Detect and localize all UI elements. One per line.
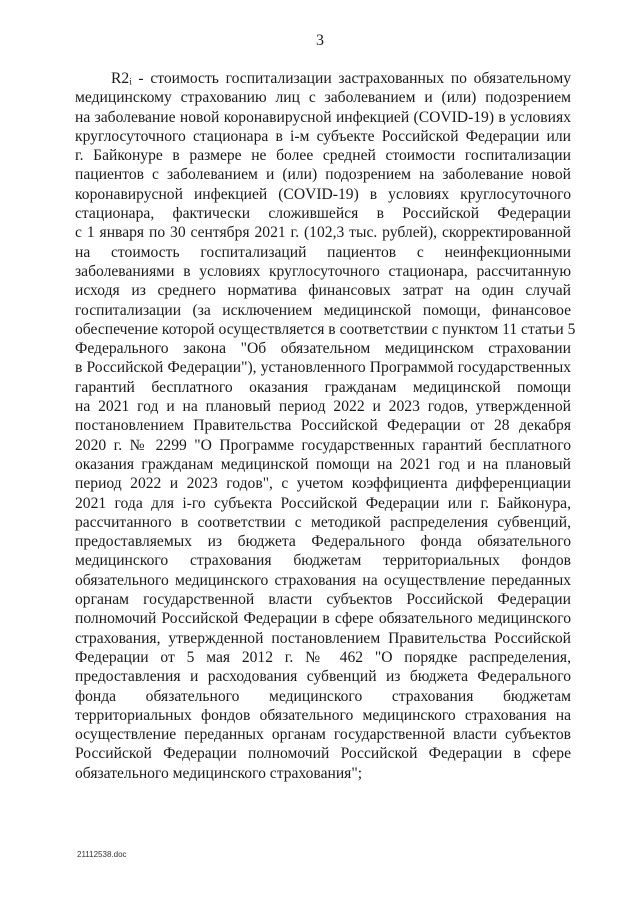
paragraph-line: пациентов с заболеванием и (или) подозрением на заболевание новой (75, 166, 571, 184)
paragraph-line: 2021 года для i-го субъекта Российской Федерации или г. Байконура, (75, 494, 571, 512)
paragraph-line: обеспечение которой осуществляется в соответствии с пунктом 11 статьи 5 (75, 320, 576, 338)
paragraph-line: медицинскому страхованию лиц с заболеванием и (или) подозрением (75, 89, 571, 107)
paragraph-line: R2ᵢ - стоимость госпитализации застрахованных по обязательному (111, 70, 571, 87)
paragraph-line: стационара, фактически сложившейся в Российской Федерации (75, 205, 571, 223)
paragraph-line: Российской Федерации полномочий Российской Федерации в сфере (75, 745, 571, 763)
paragraph-line: коронавирусной инфекцией (COVID-19) в условиях круглосуточного (75, 185, 571, 203)
paragraph-line: предоставления и расходования субвенций из бюджета Федерального (75, 668, 571, 686)
paragraph-line: на стоимость госпитализаций пациентов с неинфекционными (75, 243, 571, 261)
paragraph-line: с 1 января по 30 сентября 2021 г. (102,3 тыс. рублей), скорректированной (75, 224, 571, 242)
paragraph-line: постановлением Правительства Российской Федерации от 28 декабря (75, 417, 571, 435)
paragraph-line: госпитализации (за исключением медицинской помощи, финансовое (75, 301, 571, 319)
paragraph-line: на 2021 год и на плановый период 2022 и 2023 годов, утвержденной (75, 398, 571, 416)
paragraph-line: оказания гражданам медицинской помощи на 2021 год и на плановый (75, 455, 571, 473)
page-number: 3 (316, 32, 324, 49)
paragraph-line: полномочий Российской Федерации в сфере обязательного медицинского (75, 610, 571, 628)
paragraph-line: обязательного медицинского страхования на осуществление переданных (75, 571, 571, 589)
paragraph-line: период 2022 и 2023 годов", с учетом коэффициента дифференциации (75, 475, 571, 493)
paragraph-line: Федерального закона "Об обязательном медицинском страховании (75, 340, 571, 358)
paragraph-line: 2020 г. № 2299 "О Программе государственных гарантий бесплатного (75, 436, 571, 454)
paragraph-line: г. Байконуре в размере не более средней стоимости госпитализации (75, 147, 571, 165)
paragraph-line: страхования, утвержденной постановлением Правительства Российской (75, 629, 571, 647)
paragraph-line: Федерации от 5 мая 2012 г. № 462 "О порядке распределения, (75, 648, 571, 666)
document-filename: 21112538.doc (77, 850, 127, 859)
paragraph-line: рассчитанного в соответствии с методикой распределения субвенций, (75, 513, 571, 531)
paragraph-line: заболеваниями в условиях круглосуточного стационара, рассчитанную (75, 262, 571, 280)
paragraph-line: органам государственной власти субъектов Российской Федерации (75, 591, 571, 609)
body-paragraph (75, 69, 576, 783)
paragraph-line: обязательного медицинского страхования"; (75, 764, 363, 782)
paragraph-line: исходя из среднего норматива финансовых затрат на один случай (75, 282, 571, 300)
paragraph-line: медицинского страхования бюджетам территориальных фондов (75, 552, 571, 570)
paragraph-line: фонда обязательного медицинского страхования бюджетам (75, 687, 571, 705)
paragraph-line: в Российской Федерации"), установленного Программой государственных (75, 359, 571, 377)
paragraph-line: гарантий бесплатного оказания гражданам медицинской помощи (75, 378, 571, 396)
paragraph-line: осуществление переданных органам государственной власти субъектов (75, 726, 571, 744)
paragraph-line: территориальных фондов обязательного медицинского страхования на (75, 706, 571, 724)
paragraph-line: на заболевание новой коронавирусной инфекцией (COVID-19) в условиях (75, 108, 571, 126)
paragraph-line: предоставляемых из бюджета Федерального фонда обязательного (75, 533, 571, 551)
paragraph-line: круглосуточного стационара в i-м субъекте Российской Федерации или (75, 127, 571, 145)
